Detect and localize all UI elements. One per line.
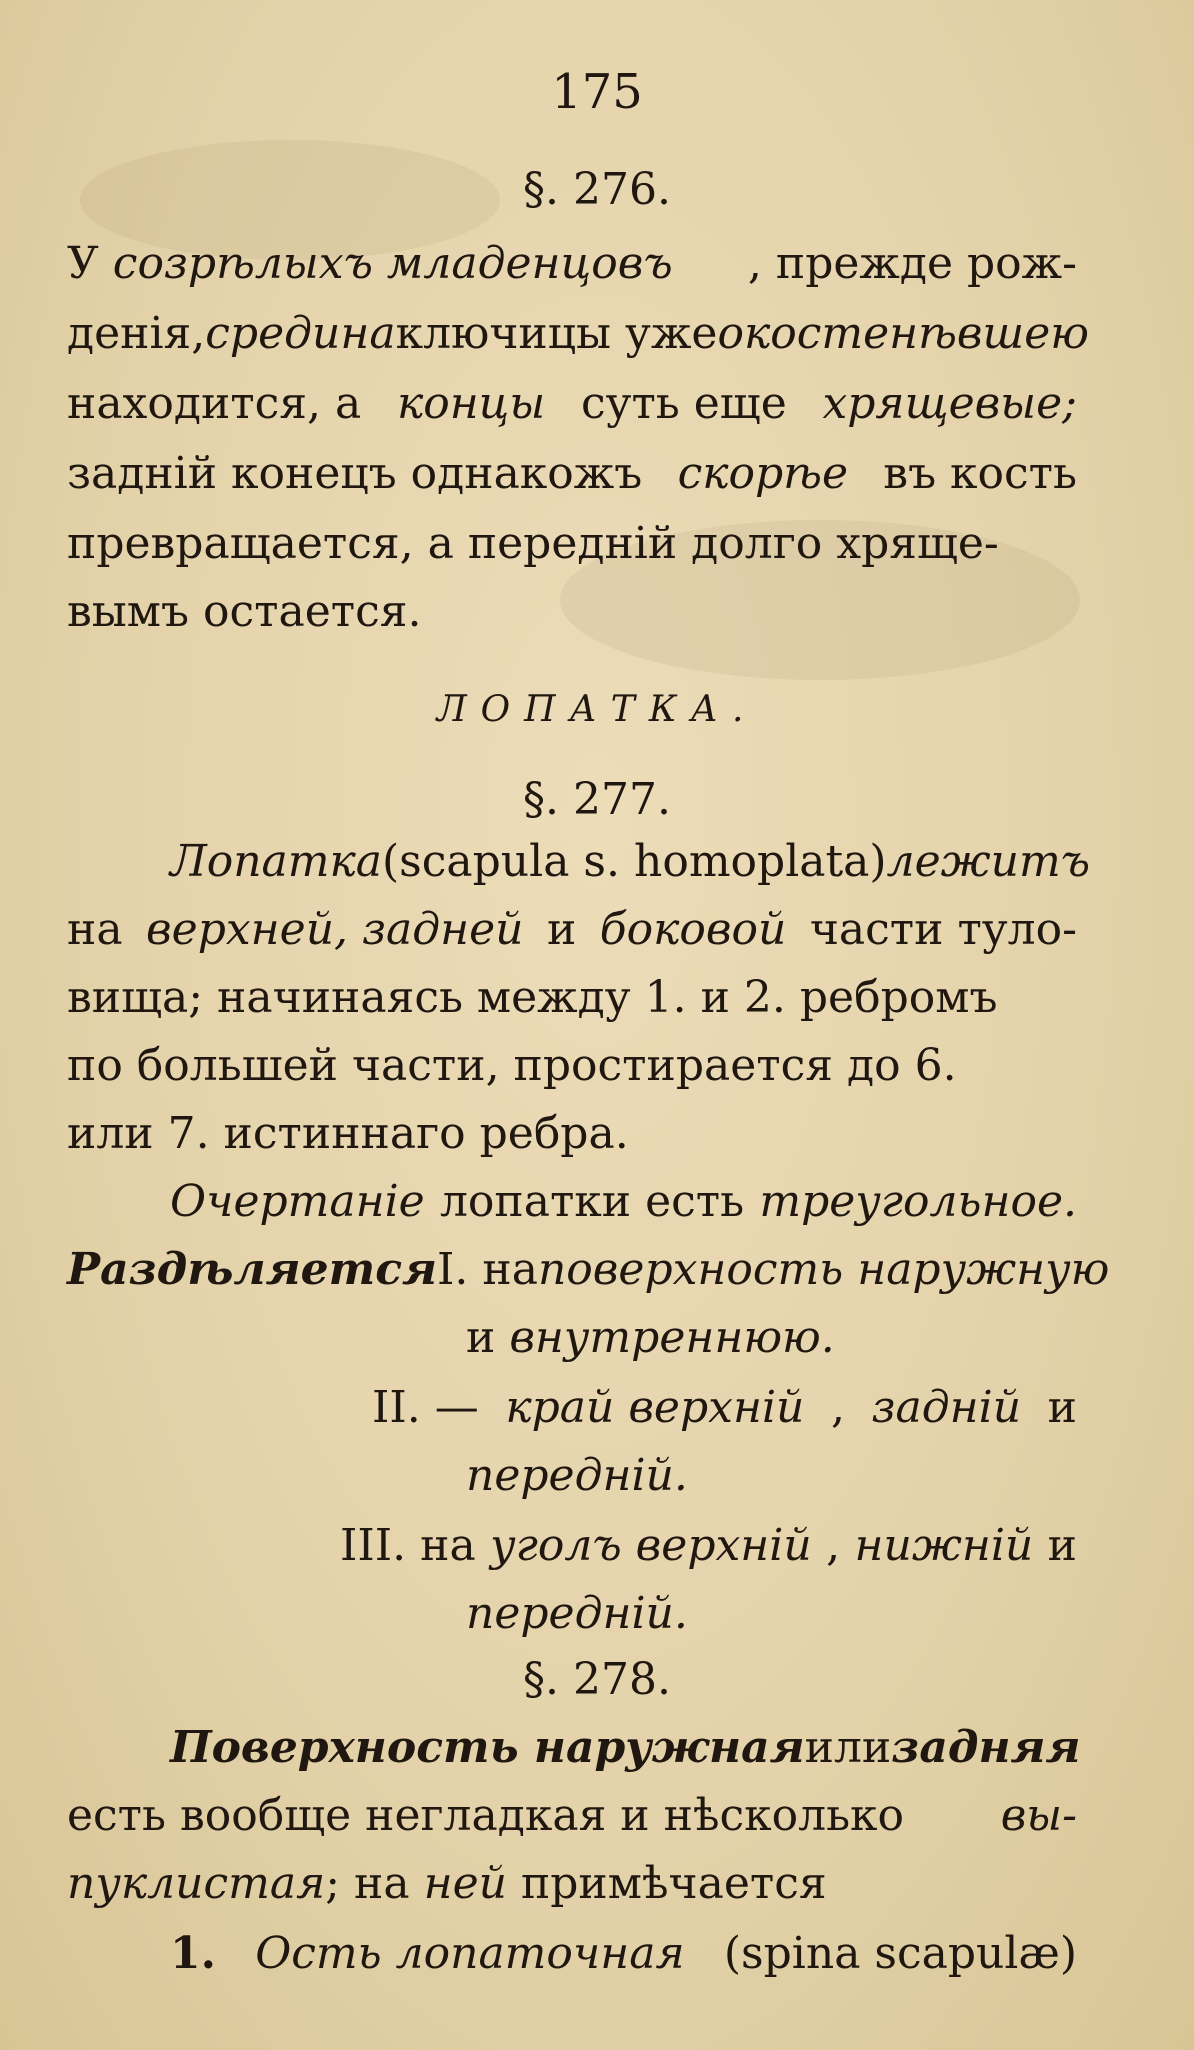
text-line: денія, средина ключицы уже окостенѣвшею xyxy=(67,308,1089,359)
text-line: и внутреннюю. xyxy=(466,1312,835,1363)
page-number: 175 xyxy=(551,64,643,120)
text-line: вымъ остается. xyxy=(67,586,422,637)
text-line: передній. xyxy=(466,1588,688,1639)
text-line: Лопатка (scapula s. homoplata) лежитъ xyxy=(170,836,1091,887)
text-line: Раздѣляется I. на поверхность наружную xyxy=(67,1244,1110,1295)
text-line: У созрѣлыхъ младенцовъ , прежде рож- xyxy=(67,238,1077,289)
text-line: пуклистая; на ней примѣчается xyxy=(67,1858,827,1909)
text-line: на верхней, задней и боковой части туло- xyxy=(67,904,1077,955)
text-line: II. — край верхній , задній и xyxy=(372,1382,1077,1433)
chapter-title: ЛОПАТКА. xyxy=(436,689,758,730)
text-line: Очертаніе лопатки есть треугольное. xyxy=(170,1176,1077,1227)
text-line: вища; начинаясь между 1. и 2. ребромъ xyxy=(67,972,998,1023)
section-heading-277: §. 277. xyxy=(523,774,671,825)
text-line: или 7. истиннаго ребра. xyxy=(67,1108,629,1159)
text-line: по большей части, простирается до 6. xyxy=(67,1040,957,1091)
text-line: находится, а концы суть еще хрящевые; xyxy=(67,378,1077,429)
text-line: Поверхность наружная или задняя xyxy=(170,1722,1081,1773)
section-heading-276: §. 276. xyxy=(523,164,671,215)
text-line: 1. Ость лопаточная (spina scapulæ) xyxy=(170,1928,1077,1979)
text-line: превращается, а передній долго хряще- xyxy=(67,518,999,569)
section-heading-278: §. 278. xyxy=(523,1654,671,1705)
text-line: есть вообще негладкая и нѣсколько вы- xyxy=(67,1790,1077,1841)
text-line: III. на уголъ верхній , нижній и xyxy=(340,1520,1077,1571)
text-line: передній. xyxy=(466,1450,688,1501)
text-line: задній конецъ однакожъ скорѣе въ кость xyxy=(67,448,1077,499)
